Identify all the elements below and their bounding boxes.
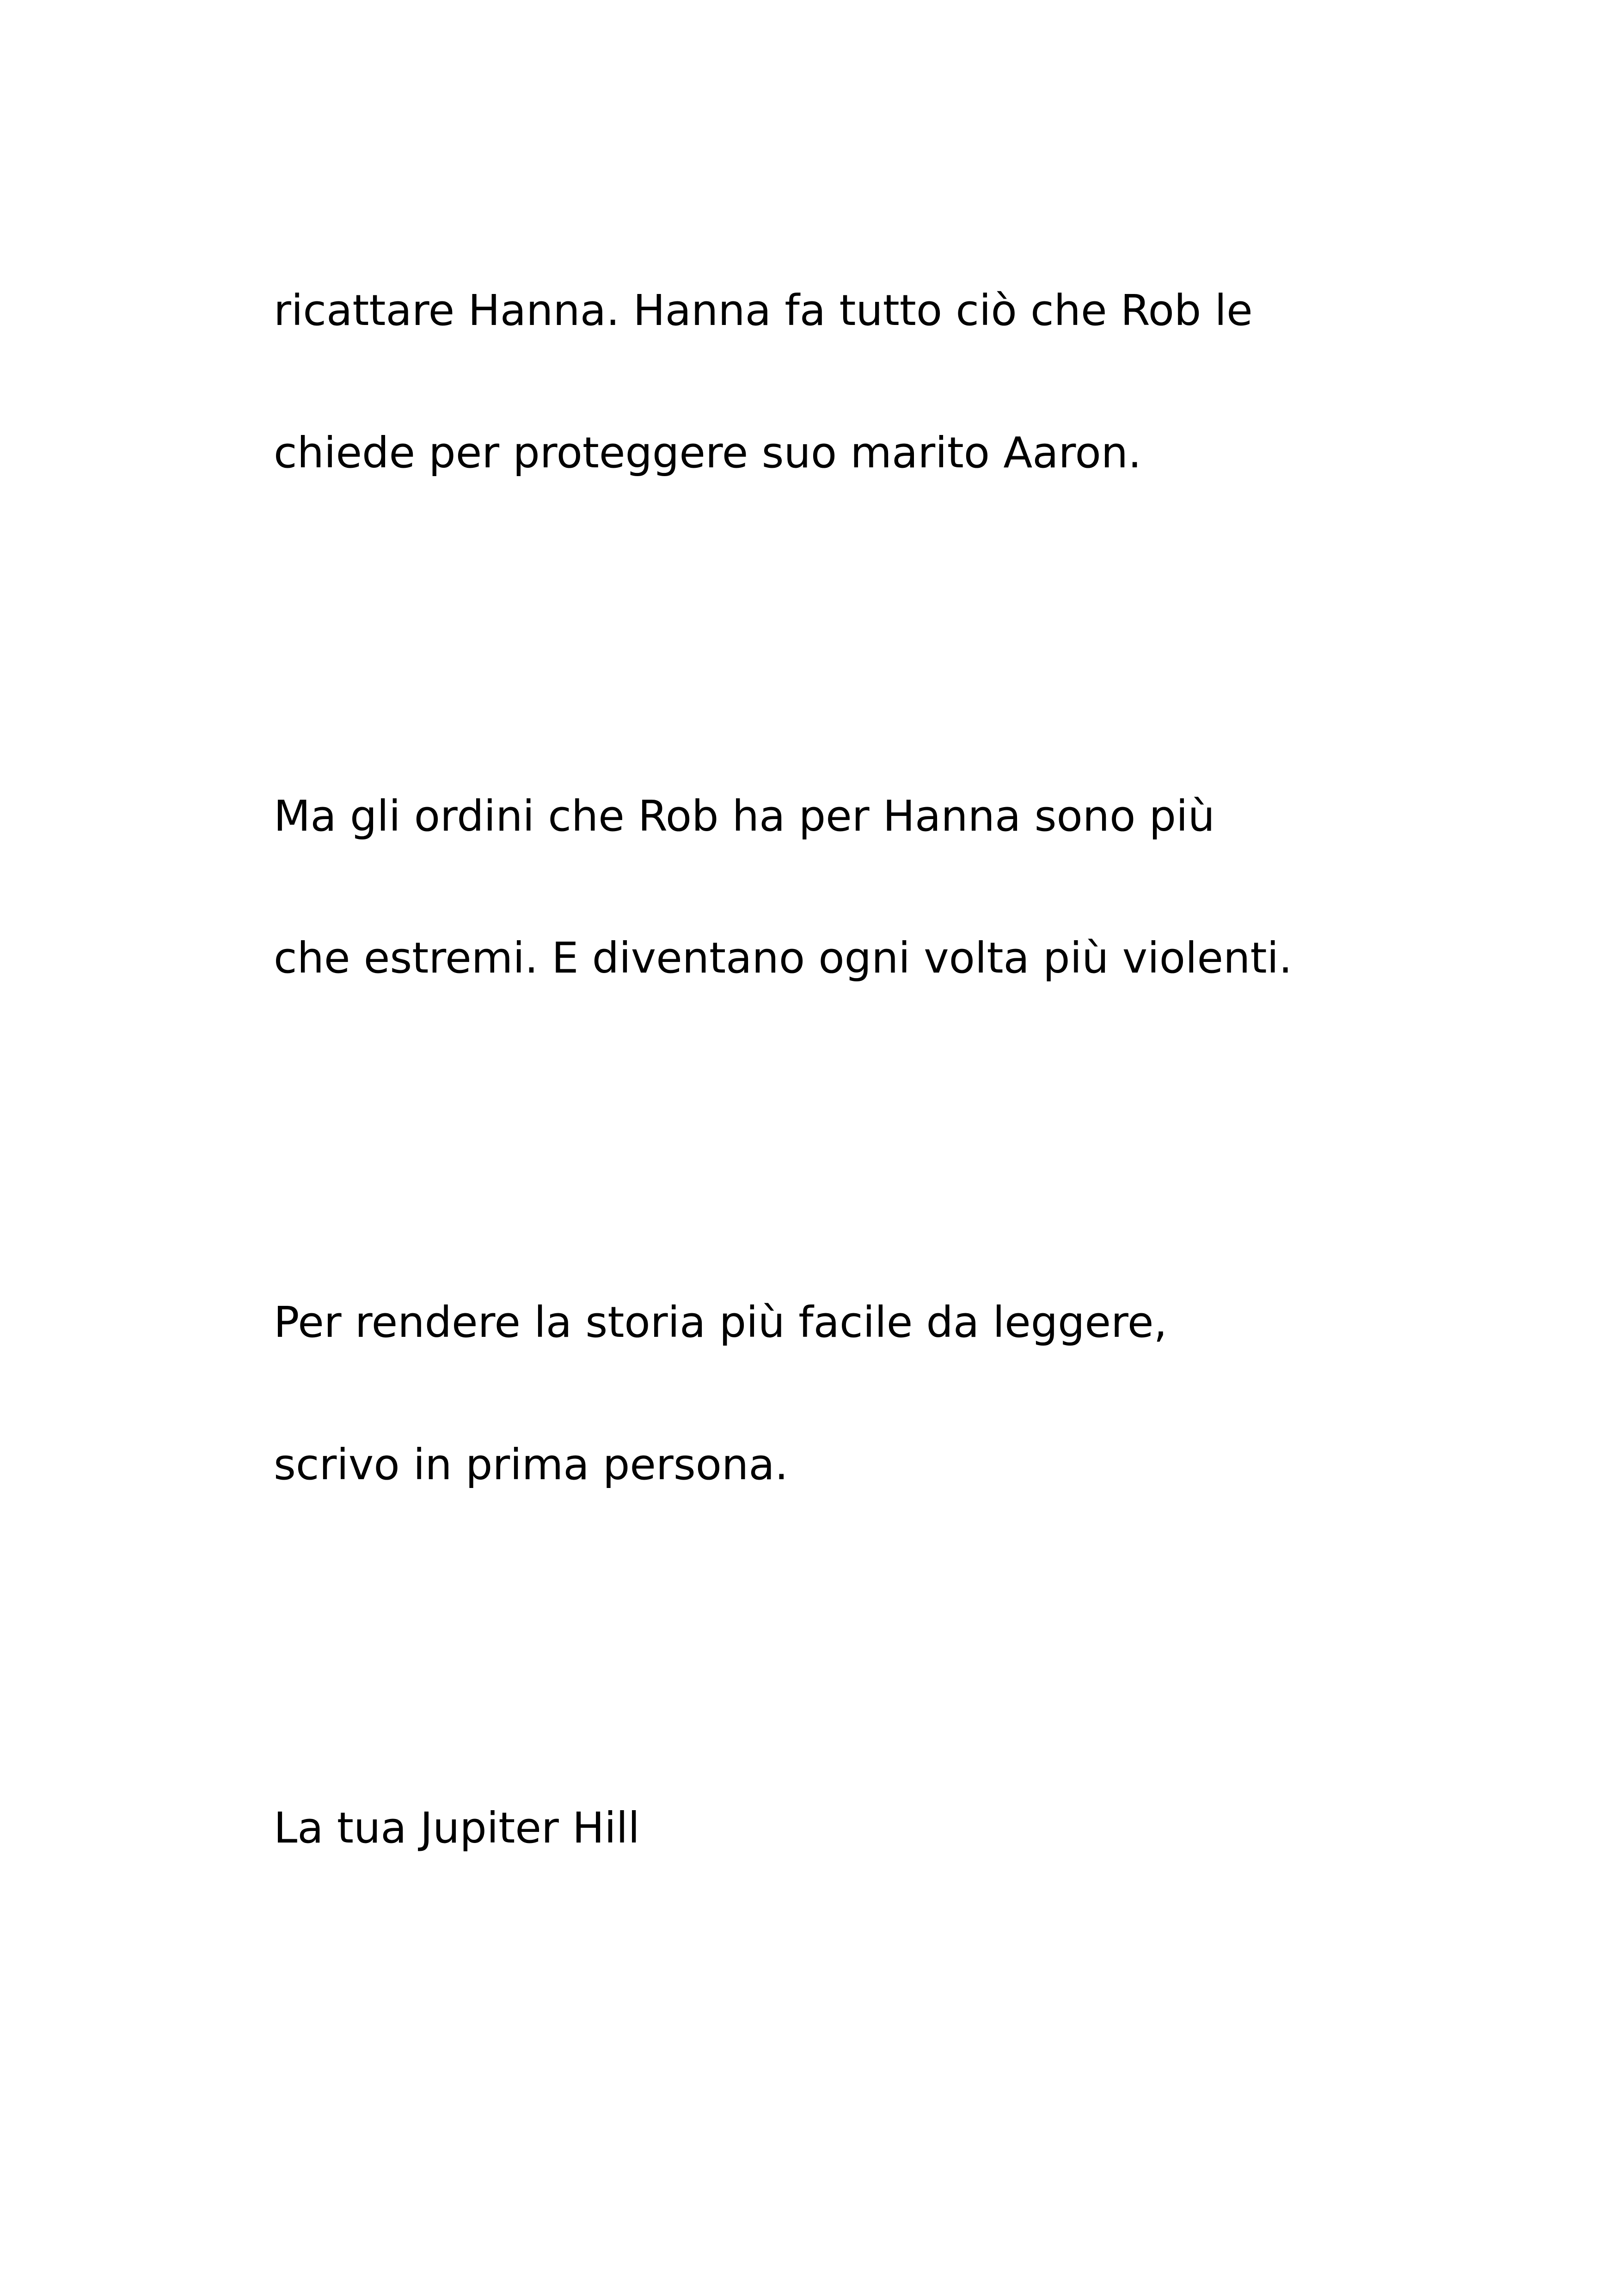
signature-line: La tua Jupiter Hill <box>274 1803 640 1853</box>
text-line: scrivo in prima persona. <box>274 1440 788 1489</box>
text-line: che estremi. E diventano ogni volta più violenti. <box>274 933 1293 983</box>
text-line: ricattare Hanna. Hanna fa tutto ciò che Rob le <box>274 286 1253 335</box>
text-line: Ma gli ordini che Rob ha per Hanna sono più <box>274 791 1215 841</box>
text-line: chiede per proteggere suo marito Aaron. <box>274 428 1142 478</box>
text-line: Per rendere la storia più facile da leggere, <box>274 1298 1167 1347</box>
